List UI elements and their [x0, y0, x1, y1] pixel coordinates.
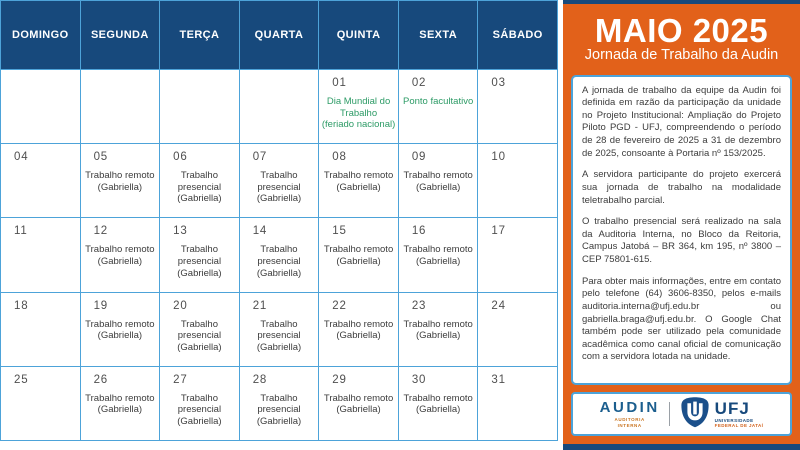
- day-cell-22: [319, 293, 398, 366]
- day-number: 26: [93, 373, 108, 386]
- day-sublabel: (Gabriella): [415, 330, 461, 342]
- day-number: 24: [491, 299, 506, 312]
- audin-logo-subtext: [600, 417, 660, 429]
- day-sublabel: (Gabriella): [256, 415, 302, 427]
- day-cell-06: [160, 144, 239, 217]
- day-cell-17: [478, 218, 557, 291]
- day-number: 02: [411, 77, 427, 89]
- ufj-name: UFJ: [714, 398, 750, 418]
- day-number: 14: [252, 225, 268, 238]
- day-sublabel: (Gabriella): [177, 267, 222, 279]
- day-label-remote: Trabalho remoto (Gabriella): [319, 319, 398, 342]
- day-sublabel: (Gabriella): [256, 341, 302, 353]
- day-sublabel: (Gabriella): [336, 330, 381, 342]
- day-sublabel: (Gabriella): [336, 404, 381, 416]
- day-label-onsite: Trabalho presencial (Gabriella): [240, 319, 319, 354]
- day-number: 06: [173, 151, 188, 164]
- day-number: 29: [332, 373, 347, 386]
- day-number: 03: [491, 77, 506, 89]
- day-label-remote: Trabalho remoto (Gabriella): [319, 244, 398, 267]
- day-cell-20: [160, 293, 239, 366]
- paragraph-project: A jornada de trabalho da equipe da Audin foi definida em razão da participação da unidade no Projeto Institucional: Ampliação do Projeto Piloto PGD - UFJ, compreendendo o período de 28 de fevereiro de 2025 a 31 de dezembro de 2025, consoante à Portaria nº 153/2025.: [582, 84, 781, 159]
- day-sublabel: (Gabriella): [97, 404, 143, 416]
- day-sublabel: (Gabriella): [177, 341, 222, 353]
- day-cell-29: [319, 367, 398, 440]
- day-number: 11: [14, 225, 28, 238]
- day-number: 10: [491, 151, 506, 164]
- weekday-header-sexta: SEXTA: [399, 1, 478, 69]
- day-label-onsite: Trabalho presencial (Gabriella): [160, 170, 239, 205]
- panel-body: [563, 4, 800, 444]
- day-sublabel: (Gabriella): [97, 181, 143, 193]
- audin-sub-line2: INTERNA: [617, 422, 642, 428]
- day-cell-12: [81, 218, 160, 291]
- day-cell-02: [399, 70, 478, 143]
- day-number: 23: [411, 299, 427, 312]
- day-label-remote: Trabalho remoto (Gabriella): [81, 170, 160, 193]
- day-cell-08: [319, 144, 398, 217]
- audin-sub-line1: AUDITORIA: [614, 416, 645, 422]
- ufj-logo-text: [715, 400, 764, 429]
- day-cell-30: [399, 367, 478, 440]
- empty-day-cell: [160, 70, 239, 143]
- day-label-remote: Trabalho remoto (Gabriella): [81, 244, 160, 267]
- day-cell-28: [240, 367, 319, 440]
- day-cell-13: [160, 218, 239, 291]
- day-cell-05: [81, 144, 160, 217]
- weekday-header-sabado: SÁBADO: [478, 1, 557, 69]
- empty-day-cell: [1, 70, 80, 143]
- day-label-holiday: Dia Mundial do Trabalho (feriado nacional): [321, 96, 396, 131]
- day-sublabel: (Gabriella): [177, 193, 222, 205]
- info-panel: [563, 0, 800, 450]
- day-cell-21: [240, 293, 319, 366]
- day-sublabel: (Gabriella): [415, 404, 461, 416]
- day-label-remote: Trabalho remoto (Gabriella): [399, 393, 478, 416]
- day-label-onsite: Trabalho presencial (Gabriella): [240, 244, 319, 279]
- day-number: 16: [411, 225, 427, 238]
- day-cell-15: [319, 218, 398, 291]
- day-number: 07: [252, 151, 268, 164]
- weekday-header-quinta: QUINTA: [319, 1, 398, 69]
- empty-day-cell: [81, 70, 160, 143]
- day-sublabel: (Gabriella): [336, 255, 381, 267]
- day-number: 31: [491, 373, 506, 386]
- day-cell-04: [1, 144, 80, 217]
- ufj-shield-icon: [679, 396, 711, 433]
- day-number: 04: [14, 151, 29, 164]
- day-label-onsite: Trabalho presencial (Gabriella): [240, 170, 319, 205]
- day-cell-19: [81, 293, 160, 366]
- day-cell-11: [1, 218, 80, 291]
- day-sublabel: (Gabriella): [97, 255, 143, 267]
- day-cell-18: [1, 293, 80, 366]
- day-cell-07: [240, 144, 319, 217]
- day-cell-23: [399, 293, 478, 366]
- weekday-header-domingo: DOMINGO: [1, 1, 80, 69]
- day-number: 18: [14, 299, 29, 312]
- ufj-logo: [679, 396, 764, 433]
- day-cell-01: [319, 70, 398, 143]
- day-cell-27: [160, 367, 239, 440]
- day-sublabel: (Gabriella): [336, 181, 381, 193]
- day-number: 13: [173, 225, 188, 238]
- info-textbox: [571, 75, 792, 385]
- panel-bottom-stripe: [563, 444, 800, 450]
- day-number: 17: [491, 225, 506, 238]
- day-label-onsite: Trabalho presencial (Gabriella): [160, 393, 239, 428]
- day-label-remote: Trabalho remoto (Gabriella): [319, 170, 398, 193]
- audin-logo: [600, 400, 660, 429]
- day-sublabel: (Gabriella): [256, 193, 302, 205]
- day-label-optional: Ponto facultativo: [403, 96, 474, 107]
- audin-logo-text: AUDIN: [599, 398, 660, 416]
- ufj-sub-line2: FEDERAL DE JATAÍ: [714, 423, 764, 428]
- day-label-remote: Trabalho remoto (Gabriella): [399, 244, 478, 267]
- day-label-onsite: Trabalho presencial (Gabriella): [240, 393, 319, 428]
- day-label-onsite: Trabalho presencial (Gabriella): [160, 244, 239, 279]
- empty-day-cell: [240, 70, 319, 143]
- day-cell-14: [240, 218, 319, 291]
- day-number: 20: [173, 299, 188, 312]
- day-number: 27: [173, 373, 188, 386]
- day-sublabel: (Gabriella): [177, 415, 222, 427]
- day-label-remote: Trabalho remoto (Gabriella): [399, 170, 478, 193]
- page-subtitle: Jornada de Trabalho da Audin: [584, 46, 779, 63]
- paragraph-modality: A servidora participante do projeto exercerá sua jornada de trabalho na modalidade teletrabalho parcial.: [582, 169, 781, 206]
- paragraph-contact: Para obter mais informações, entre em contato pelo telefone (64) 3606-8350, pelos e-mails auditoria.interna@ufj.edu.br ou gabriella.braga@ufj.edu.br. O Google Chat também pode ser utilizado pela comunidade acadêmica como canal oficial de comunicação com a servidora lotada na unidade.: [582, 275, 781, 363]
- day-sublabel: (Gabriella): [256, 267, 302, 279]
- paragraph-location: O trabalho presencial será realizado na sala da Auditoria Interna, no Bloco da Reitoria, Campus Jatobá – BR 364, km 195, nº 3800 – CEP 75801-615.: [582, 216, 781, 266]
- day-number: 05: [93, 151, 108, 164]
- day-number: 01: [332, 77, 347, 89]
- day-cell-26: [81, 367, 160, 440]
- ufj-sub-line1: UNIVERSIDADE: [714, 417, 754, 423]
- day-number: 21: [252, 299, 268, 312]
- day-number: 28: [252, 373, 268, 386]
- day-cell-16: [399, 218, 478, 291]
- day-label-onsite: Trabalho presencial (Gabriella): [160, 319, 239, 354]
- day-sublabel: (Gabriella): [415, 255, 461, 267]
- day-label-remote: Trabalho remoto (Gabriella): [399, 319, 478, 342]
- day-sublabel: (feriado nacional): [321, 119, 396, 131]
- day-cell-03: [478, 70, 557, 143]
- weekday-header-terca: TERÇA: [160, 1, 239, 69]
- day-cell-25: [1, 367, 80, 440]
- day-label-remote: Trabalho remoto (Gabriella): [81, 393, 160, 416]
- day-label-remote: Trabalho remoto (Gabriella): [319, 393, 398, 416]
- day-number: 30: [411, 373, 427, 386]
- day-number: 12: [93, 225, 108, 238]
- day-number: 08: [332, 151, 347, 164]
- logo-box: [571, 392, 792, 436]
- logo-divider: [669, 402, 670, 426]
- day-sublabel: (Gabriella): [97, 330, 143, 342]
- day-cell-31: [478, 367, 557, 440]
- weekday-header-segunda: SEGUNDA: [81, 1, 160, 69]
- day-sublabel: (Gabriella): [415, 181, 461, 193]
- day-number: 25: [14, 373, 29, 386]
- day-number: 09: [411, 151, 427, 164]
- day-cell-10: [478, 144, 557, 217]
- day-number: 19: [93, 299, 108, 312]
- day-label-remote: Trabalho remoto (Gabriella): [81, 319, 160, 342]
- day-cell-24: [478, 293, 557, 366]
- page-title: MAIO 2025: [594, 12, 769, 49]
- day-cell-09: [399, 144, 478, 217]
- day-number: 22: [332, 299, 347, 312]
- day-number: 15: [332, 225, 347, 238]
- weekday-header-quarta: QUARTA: [240, 1, 319, 69]
